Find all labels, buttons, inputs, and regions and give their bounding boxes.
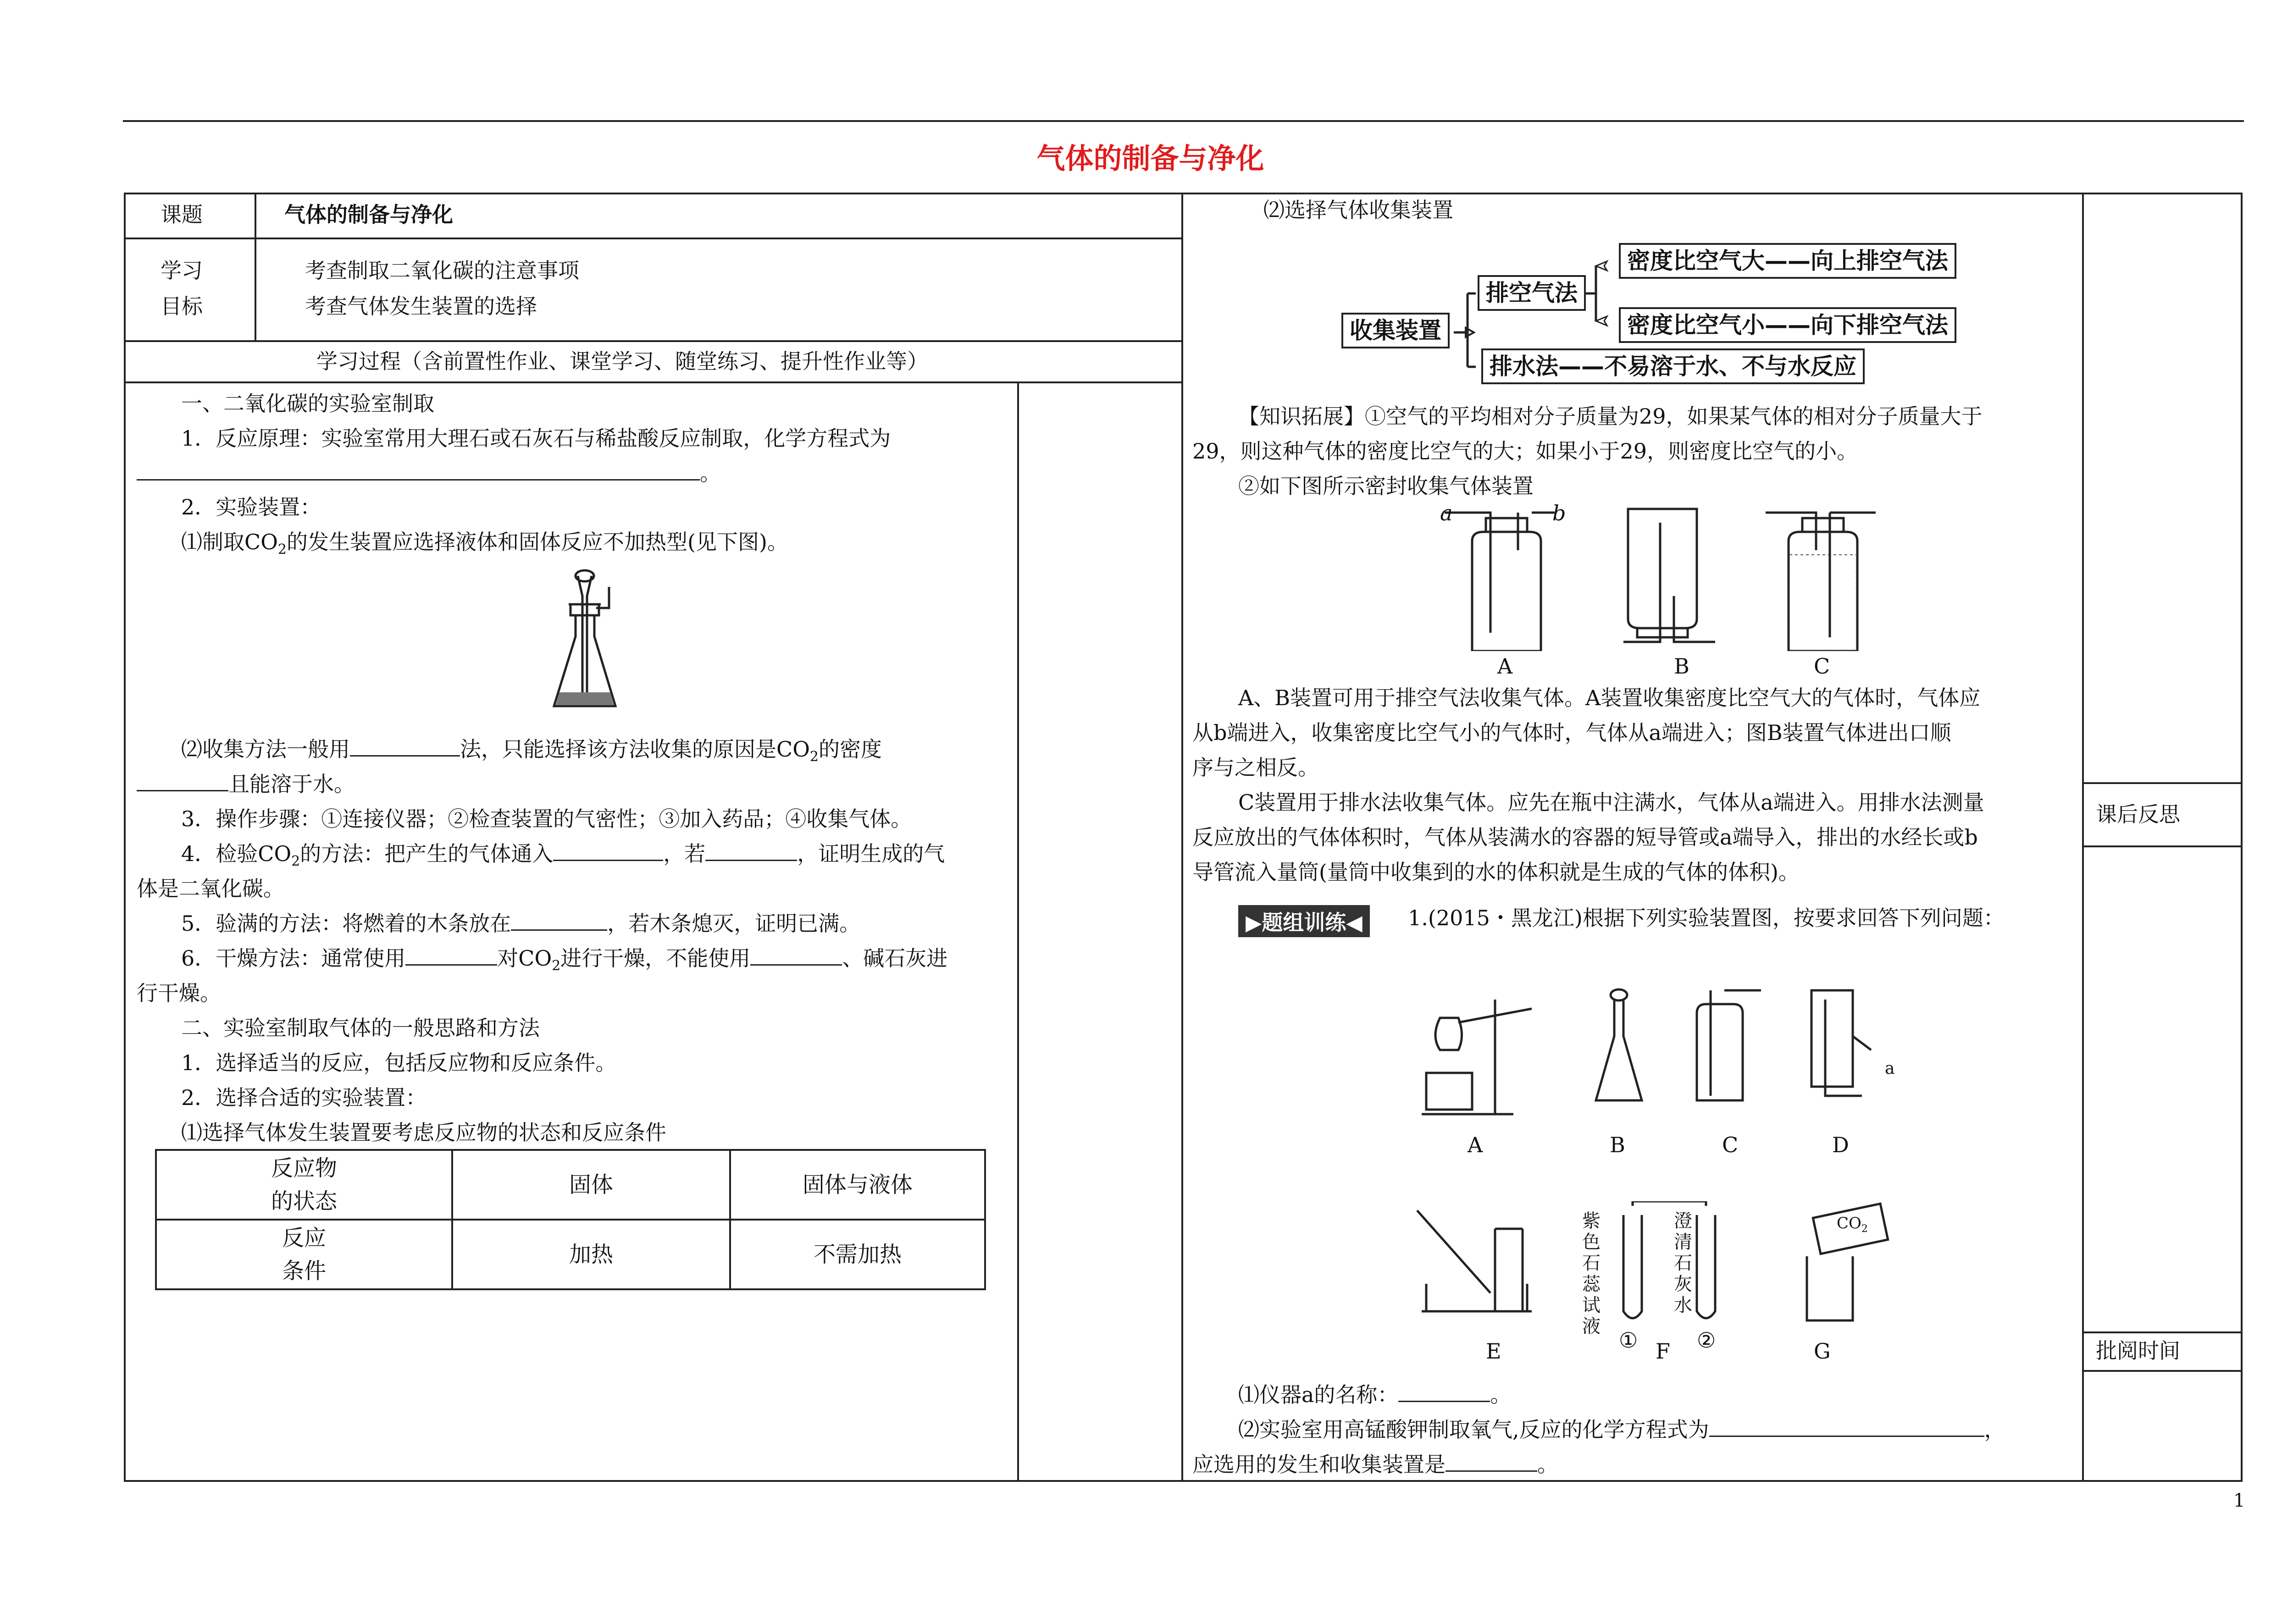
- question-1-3: 应选用的发生和收集装置是 。: [1192, 1447, 1558, 1482]
- table-cell: 固体: [452, 1150, 730, 1220]
- right-para-1: ⑵选择气体收集装置: [1263, 198, 1453, 222]
- table-cell: 不需加热: [730, 1220, 985, 1289]
- answer-blank[interactable]: [1709, 1414, 1984, 1437]
- exercise-tag: ▶题组训练◀: [1238, 905, 1370, 937]
- frame-left: [124, 193, 126, 1482]
- label-f: F: [1656, 1339, 1670, 1364]
- topic-label: 课题: [161, 202, 203, 227]
- table-header-condition: 反应 条件: [156, 1220, 452, 1289]
- side-divider-2: [2082, 845, 2243, 847]
- section-2-title: 二、实验室制取气体的一般思路和方法: [181, 1016, 540, 1040]
- frame-bottom: [124, 1480, 2243, 1482]
- bottles-figure: [1435, 504, 1894, 651]
- reaction-table: [155, 1149, 986, 1290]
- apparatus-abcd: [1412, 981, 1917, 1128]
- goal-1: 考查制取二氧化碳的注意事项: [305, 258, 579, 283]
- question-1-1: ⑴仪器a的名称： 。: [1238, 1377, 1511, 1412]
- side-divider-4: [2082, 1370, 2243, 1372]
- mid-divider: [1181, 193, 1183, 1482]
- bottle-b-label: B: [1674, 654, 1689, 679]
- answer-blank[interactable]: [1446, 1449, 1537, 1472]
- explain-2: 从b端进入，收集密度比空气小的气体时，气体从a端进入；图B装置气体进出口顺: [1192, 720, 1951, 745]
- question-1-2: ⑵实验室用高锰酸钾制取氧气,反应的化学方程式为 ，: [1238, 1412, 2005, 1447]
- f-num-1: ①: [1619, 1328, 1638, 1353]
- answer-blank[interactable]: [137, 769, 228, 791]
- para-10: 6．干燥方法：通常使用 对$CO_2$进行干燥，不能使用 、碱石灰进: [181, 941, 947, 983]
- para-3: ⑴制取$CO_2$的发生装置应选择液体和固体反应不加热型(见下图)。: [181, 530, 788, 558]
- side-divider-1: [2082, 782, 2243, 784]
- answer-blank[interactable]: [1398, 1380, 1490, 1402]
- f-label-2: 澄清石灰水: [1674, 1210, 1692, 1316]
- knowledge-2: 29，则这种气体的密度比空气的大；如果小于29，则密度比空气的小。: [1192, 439, 1858, 464]
- knowledge-3: ②如下图所示密封收集气体装置: [1238, 474, 1534, 498]
- explain-3: 序与之相反。: [1192, 755, 1319, 780]
- explain-5: 反应放出的气体体积时，气体从装满水的容器的短导管或a端导入，排出的水经长或b: [1192, 825, 1978, 850]
- process-heading: 学习过程（含前置性作业、课堂学习、随堂练习、提升性作业等）: [316, 349, 928, 374]
- diagram-water: 排水法——不易溶于水、不与水反应: [1481, 348, 1865, 384]
- para-7: 4．检验$CO_2$的方法：把产生的气体通入 ，若 ，证明生成的气: [181, 836, 945, 879]
- section-1-title: 一、二氧化碳的实验室制取: [181, 391, 434, 416]
- top-rule: [123, 120, 2244, 122]
- question-1: 1.(2015・黑龙江)根据下列实验装置图，按要求回答下列问题：: [1408, 906, 2005, 930]
- goal-label-1: 学习: [161, 258, 203, 283]
- para-8: 体是二氧化碳。: [137, 876, 284, 901]
- para-9: 5．验满的方法：将燃着的木条放在 ，若木条熄灭，证明已满。: [181, 906, 860, 941]
- goal-2: 考查气体发生装置的选择: [305, 294, 537, 319]
- label-a: A: [1468, 1132, 1483, 1157]
- goal-label-2: 目标: [161, 294, 203, 319]
- f-num-2: ②: [1697, 1328, 1716, 1353]
- answer-blank[interactable]: [405, 943, 497, 966]
- answer-blank[interactable]: [553, 839, 663, 861]
- port-a-label: a: [1440, 501, 1453, 525]
- label-d: D: [1832, 1132, 1849, 1157]
- label-col-divider: [255, 193, 256, 342]
- knowledge-1: 【知识拓展】①空气的平均相对分子质量为29，如果某气体的相对分子质量大于: [1238, 404, 1983, 429]
- para-13: 2．选择合适的实验装置：: [181, 1085, 427, 1110]
- label-c: C: [1722, 1132, 1739, 1157]
- co2-generator-figure: [550, 569, 619, 720]
- table-cell: 固体与液体: [730, 1150, 985, 1220]
- answer-blank[interactable]: [705, 839, 797, 861]
- bottle-a-label: A: [1497, 654, 1513, 679]
- f-label-1: 紫色石蕊试液: [1582, 1210, 1601, 1337]
- para-14: ⑴选择气体发生装置要考虑反应物的状态和反应条件: [181, 1120, 666, 1145]
- explain-6: 导管流入量筒(量筒中收集到的水的体积就是生成的气体的体积)。: [1192, 860, 1800, 884]
- port-b-label: b: [1552, 501, 1566, 525]
- page-title: 气体的制备与净化: [1036, 142, 1264, 175]
- diagram-air: 排空气法: [1478, 275, 1586, 311]
- answer-blank[interactable]: [137, 458, 700, 481]
- row-divider-2: [124, 340, 1183, 342]
- page-number: 1: [2233, 1490, 2245, 1511]
- diagram-down: 密度比空气小——向下排空气法: [1619, 307, 1956, 343]
- para-6: 3．操作步骤：①连接仪器；②检查装置的气密性；③加入药品；④收集气体。: [181, 806, 912, 831]
- row-divider-1: [124, 238, 1183, 239]
- label-d-a: a: [1885, 1059, 1895, 1078]
- diagram-root: 收集装置: [1341, 313, 1450, 348]
- g-co2-label: $CO_2$: [1837, 1214, 1868, 1235]
- after-class-reflection-label: 课后反思: [2096, 802, 2180, 827]
- label-b: B: [1610, 1132, 1625, 1157]
- left-notes-divider: [1017, 383, 1019, 1482]
- para-11: 行干燥。: [137, 981, 221, 1005]
- para-1: 1．反应原理：实验室常用大理石或石灰石与稀盐酸反应制取，化学方程式为: [181, 426, 891, 451]
- row-divider-3: [124, 381, 1183, 383]
- table-header-state: 反应物 的状态: [156, 1150, 452, 1220]
- label-e: E: [1486, 1339, 1501, 1364]
- diagram-up: 密度比空气大——向上排空气法: [1619, 243, 1956, 279]
- para-5: 且能溶于水。: [137, 767, 355, 801]
- para-1-blank-line: 。: [137, 456, 721, 491]
- explain-1: A、B装置可用于排空气法收集气体。A装置收集密度比空气大的气体时，气体应: [1238, 685, 1981, 710]
- para-12: 1．选择适当的反应，包括反应物和反应条件。: [181, 1050, 617, 1075]
- explain-4: C装置用于排水法收集气体。应先在瓶中注满水，气体从a端进入。用排水法测量: [1238, 790, 1984, 815]
- table-cell: 加热: [452, 1220, 730, 1289]
- para-4: ⑵收集方法一般用 法，只能选择该方法收集的原因是$CO_2$的密度: [181, 732, 882, 774]
- answer-blank[interactable]: [511, 908, 607, 931]
- label-g: G: [1814, 1339, 1831, 1364]
- frame-right: [2241, 193, 2243, 1482]
- para-2: 2．实验装置：: [181, 495, 321, 519]
- review-time-label: 批阅时间: [2096, 1338, 2180, 1363]
- answer-blank[interactable]: [350, 734, 460, 757]
- frame-top: [124, 193, 2243, 194]
- bottle-c-label: C: [1814, 654, 1830, 679]
- topic-value: 气体的制备与净化: [284, 202, 453, 227]
- answer-blank[interactable]: [750, 943, 842, 966]
- side-divider: [2082, 193, 2084, 1482]
